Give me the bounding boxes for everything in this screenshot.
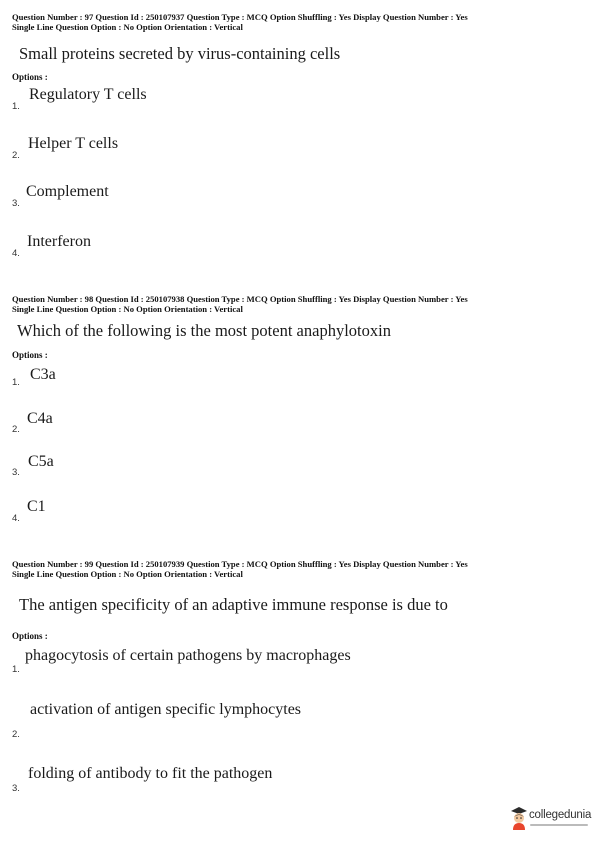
option-text: C5a bbox=[28, 453, 54, 470]
option-text: Interferon bbox=[27, 233, 91, 250]
options-label: Options : bbox=[12, 350, 48, 360]
option-number: 3. bbox=[12, 198, 20, 209]
question-meta-line-1: Question Number : 97 Question Id : 250107937 Question Type : MCQ Option Shuffling : Yes Display Question Number : Yes bbox=[12, 12, 468, 22]
option-number: 1. bbox=[12, 664, 20, 675]
question-meta-line-2: Single Line Question Option : No Option Orientation : Vertical bbox=[12, 568, 243, 579]
graduate-mascot-icon bbox=[510, 806, 528, 830]
question-text: Small proteins secreted by virus-containing cells bbox=[19, 44, 341, 63]
question-meta bbox=[12, 13, 468, 32]
option-number: 1. bbox=[12, 377, 20, 388]
option-text: phagocytosis of certain pathogens by macrophages bbox=[25, 647, 351, 664]
option-number: 2. bbox=[12, 150, 20, 161]
brand-name: collegedunia bbox=[529, 809, 592, 821]
question-text: The antigen specificity of an adaptive immune response is due to bbox=[19, 595, 448, 614]
question-text: Which of the following is the most potent anaphylotoxin bbox=[17, 321, 391, 340]
collegedunia-logo bbox=[510, 806, 592, 832]
question-meta-line-2: Single Line Question Option : No Option Orientation : Vertical bbox=[12, 303, 243, 314]
option-text: Helper T cells bbox=[28, 135, 119, 152]
option-text: Regulatory T cells bbox=[29, 86, 147, 103]
option-number: 2. bbox=[12, 729, 20, 740]
option-text: C3a bbox=[30, 366, 56, 383]
option-text: Complement bbox=[26, 183, 109, 200]
question-meta-line-2: Single Line Question Option : No Option Orientation : Vertical bbox=[12, 21, 243, 32]
question-meta bbox=[12, 560, 468, 579]
question-meta-line-1: Question Number : 98 Question Id : 250107938 Question Type : MCQ Option Shuffling : Yes Display Question Number : Yes bbox=[12, 294, 468, 304]
option-number: 1. bbox=[12, 101, 20, 112]
option-text: C1 bbox=[27, 498, 46, 515]
option-number: 4. bbox=[12, 248, 20, 259]
option-text: C4a bbox=[27, 410, 53, 427]
options-label: Options : bbox=[12, 631, 48, 641]
question-meta bbox=[12, 295, 468, 314]
tagline-bar bbox=[530, 824, 588, 826]
option-number: 3. bbox=[12, 467, 20, 478]
option-number: 4. bbox=[12, 513, 20, 524]
option-text: folding of antibody to fit the pathogen bbox=[28, 765, 273, 782]
option-text: activation of antigen specific lymphocytes bbox=[30, 701, 302, 718]
options-label: Options : bbox=[12, 72, 48, 82]
option-number: 3. bbox=[12, 783, 20, 794]
question-meta-line-1: Question Number : 99 Question Id : 250107939 Question Type : MCQ Option Shuffling : Yes Display Question Number : Yes bbox=[12, 559, 468, 569]
option-number: 2. bbox=[12, 424, 20, 435]
